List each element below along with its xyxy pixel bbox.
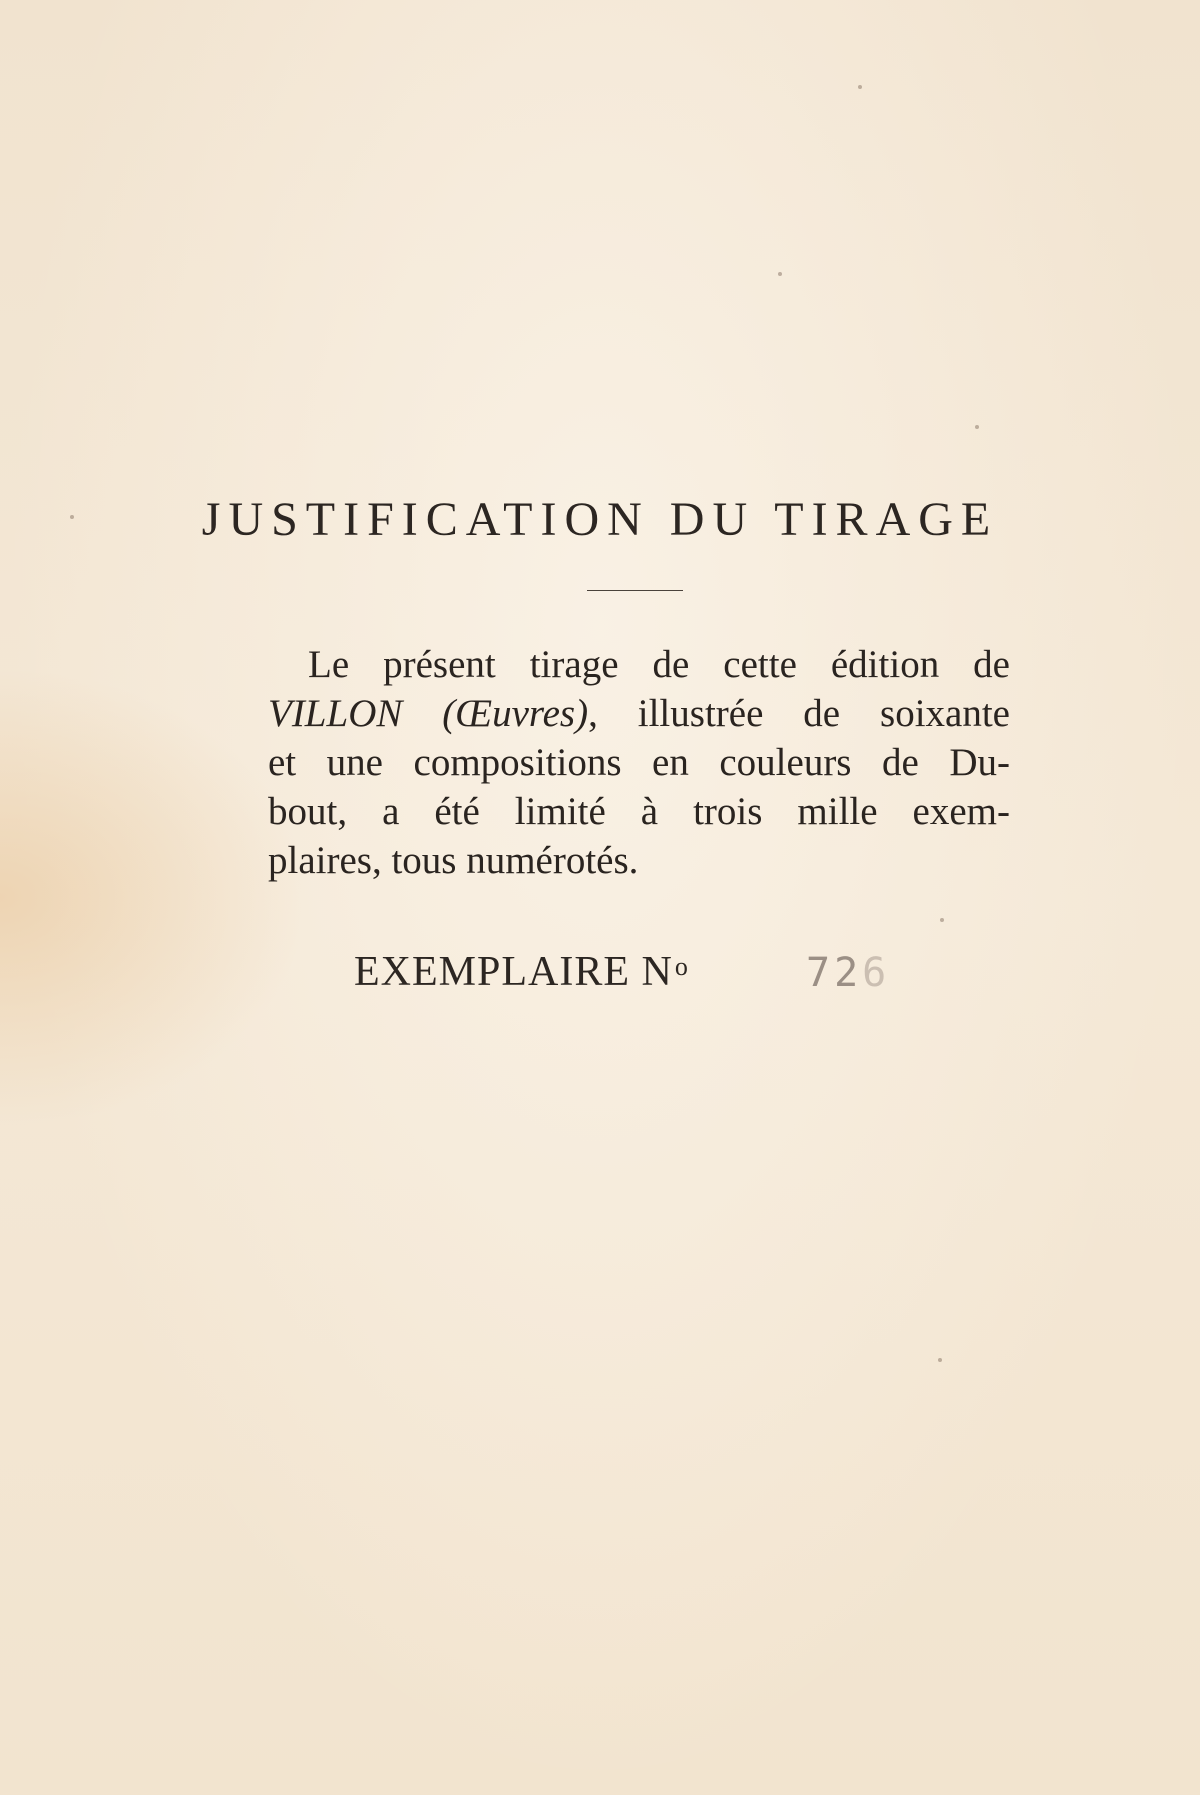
stamped-digits: 72 <box>806 950 863 996</box>
statement-line-5: plaires, tous numérotés. <box>268 839 639 882</box>
copy-number-label <box>354 948 689 996</box>
work-title: VILLON (Œuvres) <box>268 692 589 735</box>
statement-line-2-rest: , illustrée de soixante <box>588 692 1010 735</box>
stamped-faded-digit: 6 <box>862 950 891 996</box>
copy-label-superscript: o <box>674 952 689 981</box>
paper-speck <box>975 425 979 429</box>
paper-speck <box>778 272 782 276</box>
paper-speck <box>940 918 944 922</box>
paper-speck <box>858 85 862 89</box>
statement-line-3: et une compositions en couleurs de Du- <box>268 741 1010 784</box>
paper-speck <box>938 1358 942 1362</box>
copy-label-text: EXEMPLAIRE N <box>354 949 673 995</box>
statement-line-2 <box>268 689 1010 738</box>
stamped-copy-number <box>806 950 890 996</box>
title-divider <box>587 590 683 591</box>
edition-statement <box>268 640 1010 885</box>
page-title: JUSTIFICATION DU TIRAGE <box>201 493 999 546</box>
statement-line-1: Le présent tirage de cette édition de <box>308 643 1010 686</box>
statement-line-4: bout, a été limité à trois mille exem- <box>268 790 1010 833</box>
